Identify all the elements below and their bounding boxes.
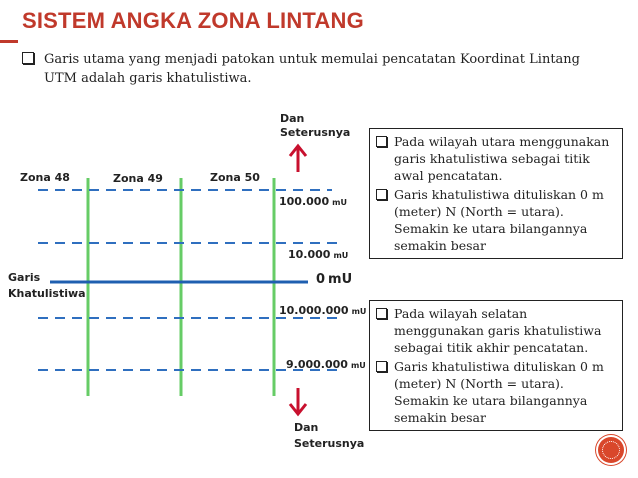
checkbox-bullet-icon [376, 189, 387, 200]
bottom-arrow-label [294, 420, 364, 452]
north-info-item [376, 133, 614, 184]
top-arrow-label-line1: Dan [280, 112, 305, 125]
line-value-10000-number: 10.000 [288, 248, 331, 261]
line-value-9000000 [286, 358, 366, 371]
slide-logo-icon [598, 437, 624, 463]
south-info-item [376, 358, 614, 426]
line-value-10000000-number: 10.000.000 [279, 304, 349, 317]
lead-text: Garis utama yang menjadi patokan untuk memulai pencatatan Koordinat Lintang UTM adalah garis khatulistiwa. [44, 52, 580, 86]
lead-paragraph [22, 50, 612, 88]
equator-label [8, 270, 86, 302]
line-value-10000 [288, 248, 348, 261]
checkbox-bullet-icon [376, 136, 387, 147]
checkbox-bullet-icon [376, 361, 387, 372]
title-accent-bar [0, 40, 18, 43]
south-arrow-icon [290, 388, 306, 414]
north-info-text-2: Garis khatulistiwa dituliskan 0 m (meter) N (North = utara). Semakin ke utara bilangannya semakin besar [394, 187, 604, 253]
equator-label-line1: Garis [8, 271, 41, 284]
equator-label-line2: Khatulistiwa [8, 287, 86, 300]
bottom-arrow-label-line2: Seterusnya [294, 437, 365, 450]
south-info-text-1: Pada wilayah selatan menggunakan garis khatulistiwa sebagai titik akhir pencatatan. [394, 306, 602, 355]
equator-value [316, 272, 352, 287]
north-info-item [376, 186, 614, 254]
south-info-text-2: Garis khatulistiwa dituliskan 0 m (meter) N (North = utara). Semakin ke utara bilangannya semakin besar [394, 359, 604, 425]
equator-value-unit: mU [328, 272, 353, 287]
line-value-100000-unit: mU [332, 198, 347, 207]
line-value-10000-unit: mU [333, 251, 349, 260]
top-arrow-label-line2: Seterusnya [280, 126, 351, 139]
north-info-box [369, 128, 623, 259]
south-info-box [369, 300, 623, 431]
zone-label-50: Zona 50 [210, 171, 260, 184]
north-info-text-1: Pada wilayah utara menggunakan garis khatulistiwa sebagai titik awal pencatatan. [394, 134, 610, 183]
line-value-100000-number: 100.000 [279, 195, 330, 208]
page-title: SISTEM ANGKA ZONA LINTANG [22, 8, 364, 33]
north-arrow-icon [290, 146, 306, 172]
line-value-9000000-unit: mU [350, 361, 366, 370]
line-value-10000000-unit: mU [351, 307, 367, 316]
line-value-9000000-number: 9.000.000 [286, 358, 348, 371]
line-value-100000 [279, 195, 347, 208]
south-info-item [376, 305, 614, 356]
bottom-arrow-label-line1: Dan [294, 421, 319, 434]
checkbox-bullet-icon [376, 308, 387, 319]
equator-value-number: 0 [316, 272, 326, 287]
zone-label-48: Zona 48 [20, 171, 70, 184]
checkbox-bullet-icon [22, 52, 34, 64]
line-value-10000000 [279, 304, 366, 317]
zone-label-49: Zona 49 [113, 172, 163, 185]
top-arrow-label [280, 112, 350, 140]
